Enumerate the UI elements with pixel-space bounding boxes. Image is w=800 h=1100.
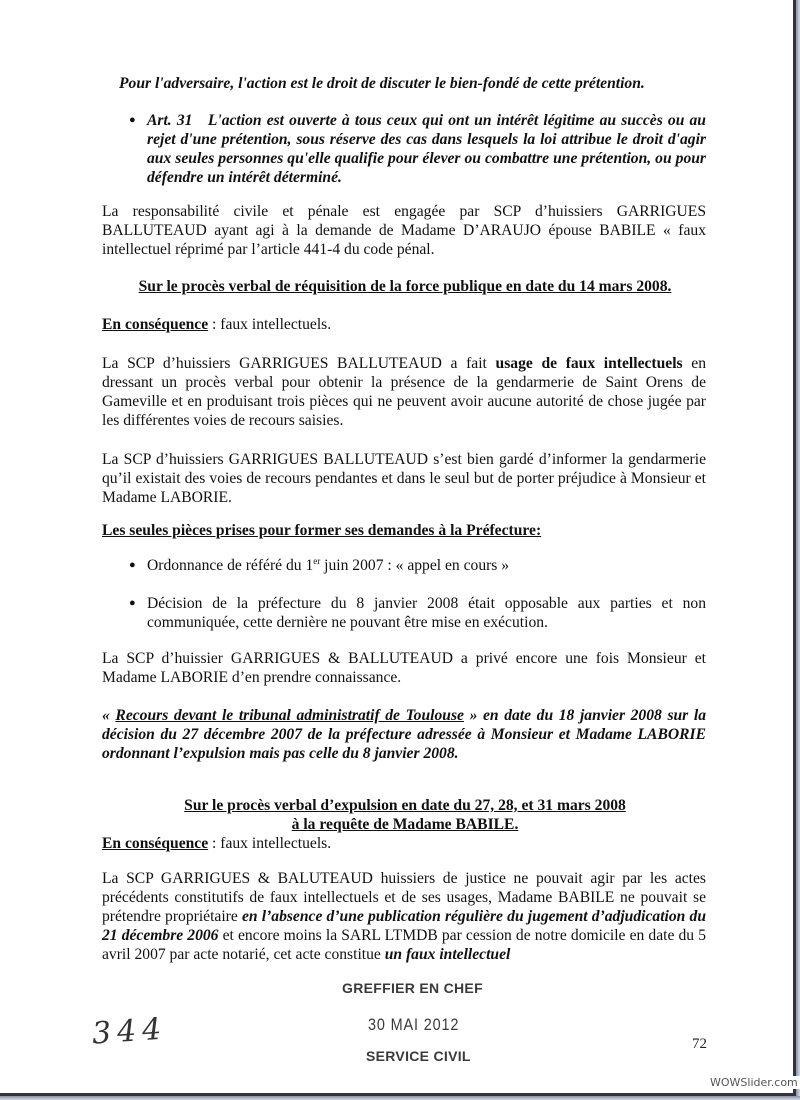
paragraph-garde: La SCP d’huissiers GARRIGUES BALLUTEAUD s’est bien gardé d’informer la gendarmerie qu’il existait des voies de recours pendantes et dans le seul but de porter préjudice à Monsieur et Madame LABORIE.: [102, 451, 706, 506]
stamp-service: SERVICE CIVIL: [366, 1048, 471, 1064]
article-31-label: Art. 31: [147, 112, 193, 129]
consequence-1-text: : faux intellectuels.: [208, 316, 332, 333]
stamp-greffier: GREFFIER EN CHEF: [342, 980, 483, 996]
page-number: 72: [692, 1036, 707, 1052]
paragraph-final: [102, 869, 706, 964]
paragraph-prive: La SCP d’huissier GARRIGUES & BALLUTEAUD a privé encore une fois Monsieur et Madame LABORIE d’en prendre connaissance.: [102, 650, 706, 686]
heading-pieces: Les seules pièces prises pour former ses demandes à la Préfecture:: [102, 522, 542, 539]
bullet-dot-icon: ●: [129, 597, 136, 609]
paragraph-usage-after: en dressant un procès verbal pour obtenir la présence de la gendarmerie de Saint Orens de Gameville et en produisant trois pièces qui ne peuvent avoir aucune autorité de chose jugée par les différentes voies de recours saisies.: [102, 355, 706, 429]
recours-underlined: Recours devant le tribunal administratif de Toulouse: [115, 707, 464, 724]
consequence-2: [102, 834, 706, 853]
consequence-2-text: : faux intellectuels.: [208, 835, 332, 852]
consequence-2-label: En conséquence: [102, 835, 209, 852]
article-31-text: L'action est ouverte à tous ceux qui ont un intérêt légitime au succès ou au rejet d'une prétention, sous réserve des cas dans lesquels la loi attribue le droit d'agir aux seules personnes qu'elle qualifie pour élever ou combattre une prétention, ou pour défendre un intérêt déterminé.: [147, 112, 706, 186]
paragraph-usage-bold: usage de faux intellectuels: [495, 355, 683, 372]
stamp-date: 30 MAI 2012: [368, 1015, 460, 1034]
paragraph-usage-before: La SCP d’huissiers GARRIGUES BALLUTEAUD a fait: [102, 355, 496, 372]
recours-open-quote: «: [102, 707, 116, 724]
paragraph-usage: [102, 354, 706, 430]
bullet-dot-icon: ●: [129, 559, 136, 571]
recours-rest: » en date du 18 janvier 2008 sur la décision du 27 décembre 2007 de la préfecture adressée à Monsieur et Madame LABORIE ordonnant l’expulsion mais pas celle du 8 janvier 2008.: [102, 707, 706, 762]
heading-requisition: Sur le procès verbal de réquisition de la force publique en date du 14 mars 2008.: [138, 278, 672, 295]
heading-expulsion-line1: Sur le procès verbal d’expulsion en date du 27, 28, et 31 mars 2008: [184, 797, 626, 814]
piece-item-1: [147, 556, 706, 575]
paragraph-final-part1: La SCP GARRIGUES & BALUTEAUD huissiers de justice ne pouvait agir par les actes précédents constitutifs de faux intellectuels et de ses usages, Madame BABILE ne pouvait se prétendre propriétaire: [102, 870, 706, 925]
piece-1-sup: er: [313, 556, 321, 566]
piece-item-2: Décision de la préfecture du 8 janvier 2008 était opposable aux parties et non communiquée, cette dernière ne pouvant être mise en exécution.: [147, 595, 706, 631]
watermark: WOWSlider.com: [710, 1076, 798, 1089]
piece-1-before: Ordonnance de référé du 1: [147, 557, 314, 574]
consequence-1: [102, 315, 706, 334]
intro-line: Pour l'adversaire, l'action est le droit de discuter le bien-fondé de cette prétention.: [119, 75, 645, 92]
piece-1-after: juin 2007 : « appel en cours »: [320, 557, 510, 574]
paragraph-final-emphasis1: en l’absence d’une publication régulière du jugement d’adjudication du 21 décembre 2006: [102, 908, 706, 944]
bullet-dot-icon: ●: [129, 114, 136, 126]
frame-shadow-right: [796, 0, 800, 1096]
paragraph-recours: [102, 706, 706, 763]
frame-shadow-bottom: [0, 1096, 800, 1100]
paragraph-final-part2: et encore moins la SARL LTMDB par cession de notre domicile en date du 5 avril 2007 par acte notarié, cet acte constitue: [102, 927, 706, 963]
paragraph-responsabilite: La responsabilité civile et pénale est engagée par SCP d’huissiers GARRIGUES BALLUTEAUD ayant agi à la demande de Madame D’ARAUJO épouse BABILE « faux intellectuel réprimé par l’article 441-4 du code pénal.: [102, 203, 706, 258]
heading-expulsion-line2: à la requête de Madame BABILE.: [291, 816, 519, 833]
paragraph-final-emphasis2: un faux intellectuel: [384, 946, 511, 963]
consequence-1-label: En conséquence: [102, 316, 209, 333]
article-31-paragraph: [147, 111, 706, 187]
handwritten-number: 344: [90, 1011, 169, 1052]
